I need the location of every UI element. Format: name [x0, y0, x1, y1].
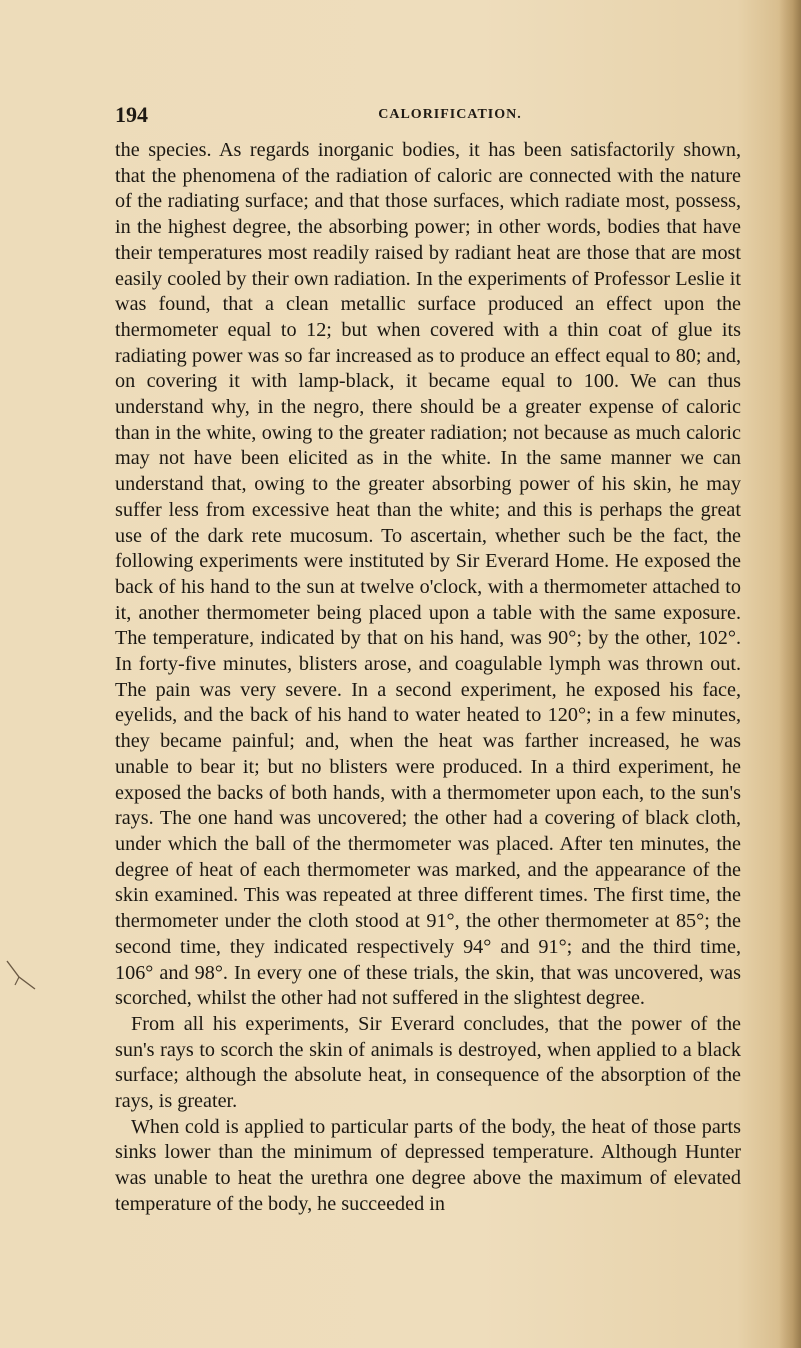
- running-head: CALORIFICATION.: [378, 107, 522, 122]
- page-number: 194: [115, 102, 148, 127]
- page-header: [115, 102, 755, 132]
- paragraph: When cold is applied to particular parts of the body, the heat of those parts sinks lower than the minimum of depressed temperature. Although Hunter was unable to heat the urethra one degree above the maximum of elevated temperature of the body, he succeeded in: [115, 1115, 741, 1215]
- pencil-mark-icon: [5, 955, 43, 995]
- page-edge-shadow: [779, 0, 801, 1348]
- body-text: [115, 138, 741, 1218]
- paragraph: From all his experiments, Sir Everard concludes, that the power of the sun's rays to scorch the skin of animals is destroyed, when applied to a black surface; although the absolute heat, in consequence of the absorption of the rays, is greater.: [115, 1012, 741, 1113]
- paragraph: the species. As regards inorganic bodies, it has been satisfactorily shown, that the phenomena of the radiation of caloric are connected with the nature of the radiating surface; and that those surfaces, which radiate most, possess, in the highest degree, the absorbing power; in other words, bodies that have their temperatures most readily raised by radiant heat are those that are most easily cooled by their own radiation. In the experiments of Professor Leslie it was found, that a clean metallic surface produced an effect upon the thermometer equal to 12; but when covered with a thin coat of glue its radiating power was so far increased as to produce an effect equal to 80; and, on covering it with lamp-black, it became equal to 100. We can thus understand why, in the negro, there should be a greater expense of caloric than in the white, owing to the greater radiation; not because as much caloric may not have been elicited as in the white. In the same manner we can understand that, owing to the greater absorbing power of his skin, he may suffer less from excessive heat than the white; and this is perhaps the great use of the dark rete mucosum. To ascertain, whether such be the fact, the following experiments were instituted by Sir Everard Home. He exposed the back of his hand to the sun at twelve o'clock, with a thermometer attached to it, another thermometer being placed upon a table with the same exposure. The temperature, indicated by that on his hand, was 90°; by the other, 102°. In forty-five minutes, blisters arose, and coagulable lymph was thrown out. The pain was very severe. In a second experiment, he exposed his face, eyelids, and the back of his hand to water heated to 120°; in a few minutes, they became painful; and, when the heat was farther increased, he was unable to bear it; but no blisters were produced. In a third experiment, he exposed the backs of both hands, with a thermometer upon each, to the sun's rays. The one hand was uncovered; the other had a covering of black cloth, under which the ball of the thermometer was placed. After ten minutes, the degree of heat of each thermometer was marked, and the appearance of the skin examined. This was repeated at three different times. The first time, the thermometer under the cloth stood at 91°, the other thermometer at 85°; the second time, they indicated respectively 94° and 91°; and the third time, 106° and 98°. In every one of these trials, the skin, that was uncovered, was scorched, whilst the other had not suffered in the slightest degree.: [115, 139, 741, 1010]
